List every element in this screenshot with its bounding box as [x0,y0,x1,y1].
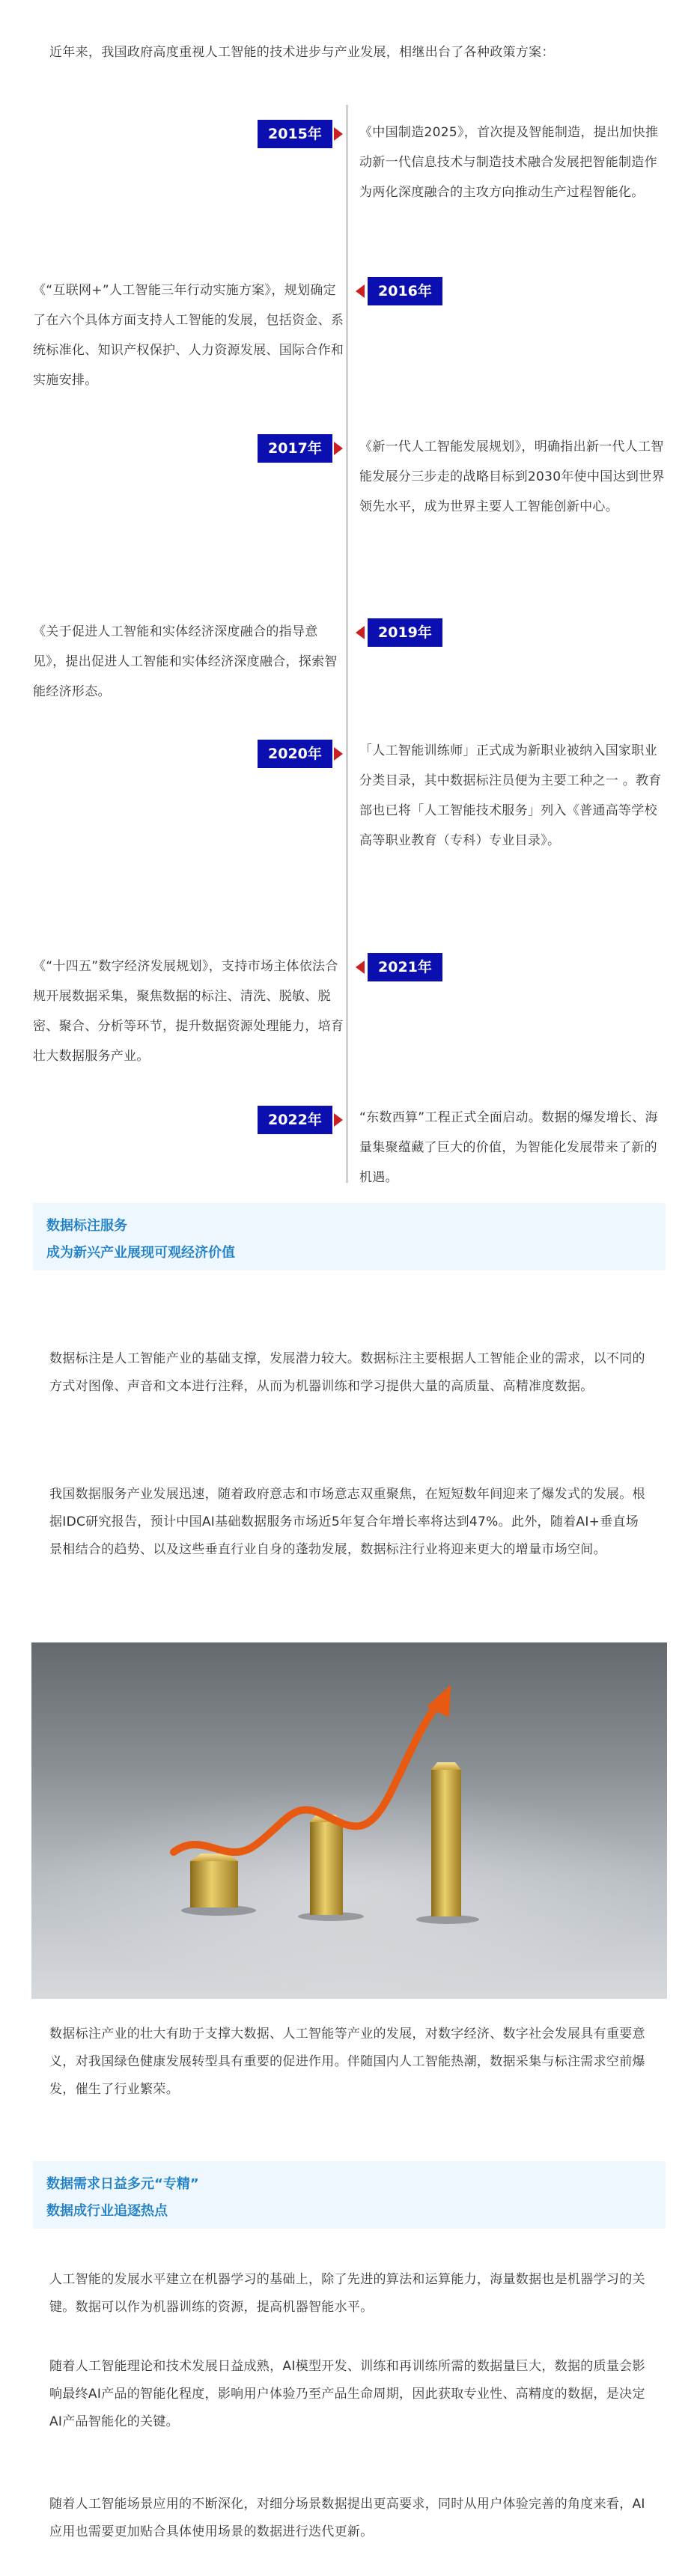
year-badge-2021: 2021年 [368,953,442,981]
timeline-marker-2017 [334,442,343,455]
timeline-text-2020: 「人工智能训练师」正式成为新职业被纳入国家职业分类目录，其中数据标注员便为主要工种之一 。教育部也已将「人工智能技术服务」列入《普通高等学校高等职业教育（专科）专业目录》。 [359,743,662,848]
section2-paragraph-1: 人工智能的发展水平建立在机器学习的基础上，除了先进的算法和运算能力，海量数据也是机器学习的关键。数据可以作为机器训练的资源，提高机器智能水平。 [49,2272,645,2315]
gold-bars-rising-arrow-image [31,1642,667,1999]
year-badge-2019: 2019年 [368,618,442,647]
section2-paragraph-2: 随着人工智能理论和技术发展日益成熟，AI模型开发、训练和再训练所需的数据量巨大，数据的质量会影响最终AI产品的智能化程度，影响用户体验乃至产品生命周期，因此获取专业性、高精度的数据，是决定AI产品智能化的关键。 [49,2359,645,2429]
section1-paragraph-1: 数据标注是人工智能产业的基础支撑，发展潜力较大。数据标注主要根据人工智能企业的需求，以不同的方式对图像、声音和文本进行注释，从而为机器训练和学习提供大量的高质量、高精准度数据。 [49,1351,645,1394]
section-title-line2: 成为新兴产业展现可观经济价值 [46,1245,235,1261]
intro-paragraph: 近年来，我国政府高度重视人工智能的技术进步与产业发展，相继出台了各种政策方案： [49,45,555,60]
timeline-axis [346,105,348,1183]
timeline-text-2017: 《新一代人工智能发展规划》，明确指出新一代人工智能发展分三步走的战略目标到2030年使中国达到世界领先水平，成为世界主要人工智能创新中心。 [359,439,665,514]
timeline-marker-2016 [356,284,365,298]
section-header-data-demand [33,2161,666,2229]
year-badge-2022: 2022年 [258,1106,332,1134]
policy-timeline [0,105,697,1198]
section1-paragraph-2: 我国数据服务产业发展迅速，随着政府意志和市场意志双重聚焦，在短短数年间迎来了爆发式的发展。根据IDC研究报告，预计中国AI基础数据服务市场近5年复合年增长率将达到47%。此外，随着AI+垂直场景相结合的趋势、以及这些垂直行业自身的蓬勃发展，数据标注行业将迎来更大的增量市场空间。 [49,1487,645,1557]
timeline-text-2021: 《“十四五”数字经济发展规划》，支持市场主体依法合规开展数据采集，聚焦数据的标注、清洗、脱敏、脱密、聚合、分析等环节，提升数据资源处理能力，培育壮大数据服务产业。 [33,959,344,1064]
section2-title-line2: 数据成行业追逐热点 [46,2203,168,2219]
section-title-line1: 数据标注服务 [46,1218,127,1234]
timeline-text-2015: 《中国制造2025》，首次提及智能制造，提出加快推动新一代信息技术与制造技术融合发展把智能制造作为两化深度融合的主攻方向推动生产过程智能化。 [359,125,659,200]
timeline-text-2022: “东数西算”工程正式全面启动。数据的爆发增长、海量集聚蕴藏了巨大的价值，为智能化发展带来了新的机遇。 [359,1110,658,1185]
section2-paragraph-3: 随着人工智能场景应用的不断深化，对细分场景数据提出更高要求，同时从用户体验完善的角度来看，AI应用也需要更加贴合具体使用场景的数据进行迭代更新。 [49,2497,645,2539]
timeline-marker-2015 [334,127,343,141]
timeline-text-2016: 《“互联网+”人工智能三年行动实施方案》，规划确定了在六个具体方面支持人工智能的发展，包括资金、系统标准化、知识产权保护、人力资源发展、国际合作和实施安排。 [33,283,344,388]
timeline-marker-2020 [334,747,343,761]
section-header-data-annotation [33,1203,666,1270]
year-badge-2017: 2017年 [258,434,332,463]
year-badge-2015: 2015年 [258,120,332,148]
year-badge-2020: 2020年 [258,740,332,768]
timeline-text-2019: 《关于促进人工智能和实体经济深度融合的指导意见》，提出促进人工智能和实体经济深度融合，探索智能经济形态。 [33,624,338,699]
timeline-marker-2022 [334,1113,343,1127]
timeline-marker-2019 [356,626,365,639]
section1-paragraph-3: 数据标注产业的壮大有助于支撑大数据、人工智能等产业的发展，对数字经济、数字社会发展具有重要意义，对我国绿色健康发展转型具有重要的促进作用。伴随国内人工智能热潮，数据采集与标注需求空前爆发，催生了行业繁荣。 [49,2027,645,2097]
section2-title-line1: 数据需求日益多元“专精” [46,2176,199,2192]
timeline-marker-2021 [356,960,365,974]
year-badge-2016: 2016年 [368,277,442,305]
